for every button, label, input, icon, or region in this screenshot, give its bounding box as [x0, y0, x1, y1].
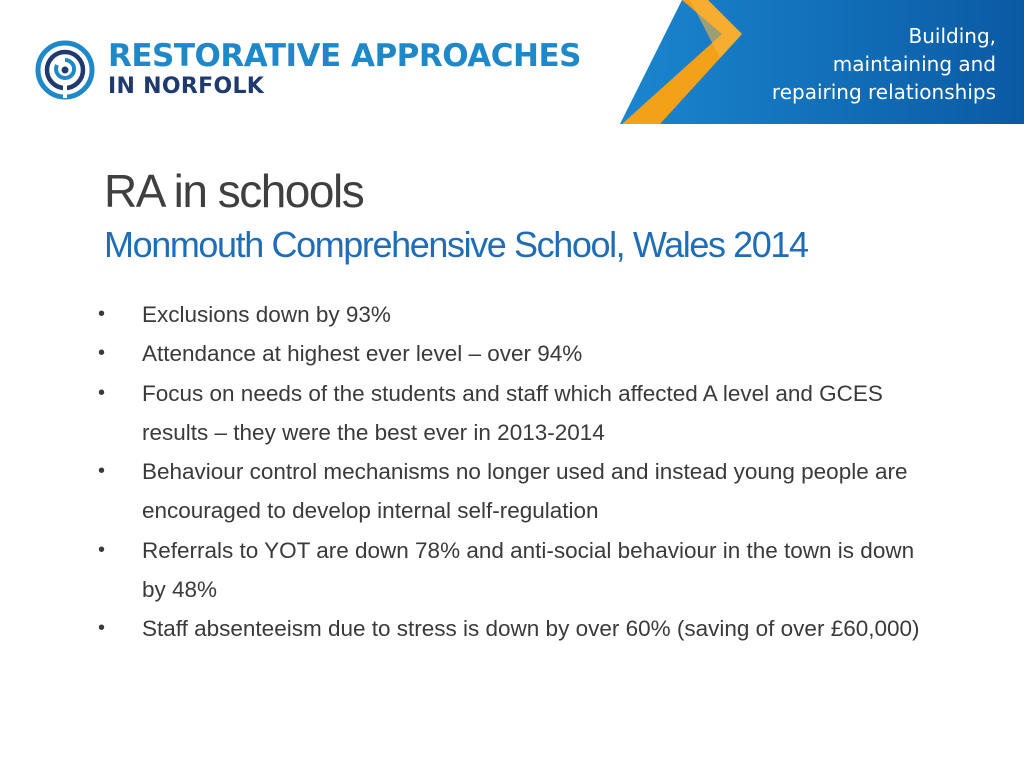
list-item: [98, 609, 938, 648]
bullet-icon: •: [98, 303, 106, 325]
bullet-text: Focus on needs of the students and staff which affected A level and GCES results – they were the best ever in 2013-2014: [142, 380, 883, 445]
list-item: [98, 295, 938, 334]
bullet-icon: •: [98, 617, 106, 640]
list-item: [98, 452, 938, 531]
tagline: [696, 22, 996, 106]
bullet-icon: •: [98, 381, 106, 404]
brand-location: IN NORFOLK: [108, 74, 265, 99]
slide-subtitle: Monmouth Comprehensive School, Wales 2014: [104, 224, 808, 265]
list-item: [98, 334, 938, 373]
spiral-face-icon: [34, 40, 96, 100]
bullet-icon: •: [98, 538, 106, 561]
slide-title: RA in schools: [104, 165, 364, 217]
bullet-text: Referrals to YOT are down 78% and anti-social behaviour in the town is down by 48%: [142, 537, 915, 603]
bullet-list: [98, 295, 938, 649]
tagline-line: Building,: [908, 24, 996, 48]
bullet-icon: •: [98, 460, 106, 483]
bullet-text: Staff absenteeism due to stress is down by over 60% (saving of over £60,000): [142, 616, 920, 642]
bullet-icon: •: [98, 342, 106, 365]
tagline-line: maintaining and: [832, 52, 996, 76]
bullet-text: Exclusions down by 93%: [142, 302, 391, 327]
brand-name: RESTORATIVE APPROACHES: [108, 38, 581, 74]
list-item: [98, 374, 938, 453]
list-item: [98, 531, 938, 610]
bullet-text: Behaviour control mechanisms no longer used and instead young people are encouraged to develop internal self-regulation: [142, 459, 908, 524]
bullet-text: Attendance at highest ever level – over 94%: [142, 341, 583, 367]
tagline-line: repairing relationships: [771, 80, 996, 104]
